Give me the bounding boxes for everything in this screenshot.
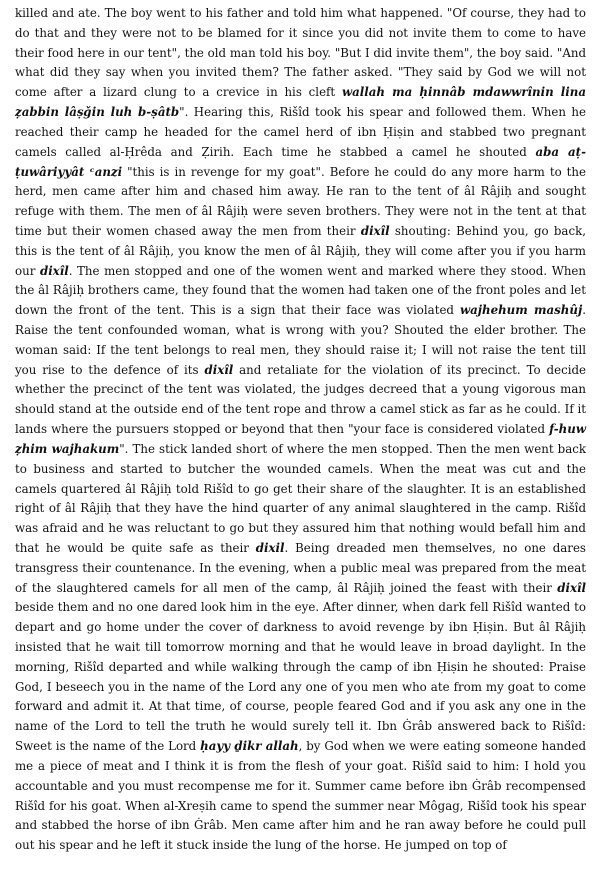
transliteration: dixîl	[360, 223, 390, 238]
text-segment: ". The stick landed short of where the men stopped. Then the men went back to business and started to butcher the wounded camels. When the meat was cut and the camels quartered âl Râjiḥ told Rišîd to go get their share of the slaughter. It is an established right of âl Râjiḥ that they have the hind quarter of any animal slaughtered in the camp. Rišîd was afraid and he was reluctant to go but they assured him that nothing would befall him and that he would be quite safe as their	[15, 441, 587, 555]
transliteration: ḥayy ḏikr allah	[200, 739, 299, 754]
text-segment: shouting: Behind you, go back, this is the tent of âl Râjiḥ, you know the men of âl Râjiḥ, they will come after you if you harm our	[15, 223, 586, 278]
body-paragraph	[15, 4, 586, 856]
transliteration: f-huw ẓhim wajhakum	[15, 422, 586, 456]
text-segment: , by God when we were eating someone handed me a piece of meat and I think it is from the flesh of your goat. Rišîd said to him: I hold you accountable and you must recompense me for it. Summer came before ibn Ġrâb recompensed Rišîd for his goat. When al-Xreṣih came to spend the summer near Môgag, Rišîd took his spear and stabbed the horse of ibn Ġrâb. Men came after him and he ran away before he could pull out his spear and he left it stuck inside the lung of the horse. He jumped on top of	[15, 739, 586, 853]
transliteration: dixîl	[557, 580, 586, 595]
text-segment: "this is in revenge for my goat". Before he could do any more harm to the herd, men came after him and chased him away. He ran to the tent of âl Râjiḥ and sought refuge with them. The men of âl Râjiḥ were seven brothers. They were not in the tent at that time but their women chased away the men from their	[15, 164, 586, 238]
transliteration: dixil	[255, 540, 285, 555]
text-segment: . The men stopped and one of the women went and marked where they stood. When the âl Râjiḥ brothers came, they found that the women had taken one of the front poles and let down the front of the tent. This is a sign that their face was violated	[15, 263, 586, 318]
transliteration: wajhehum mashûj	[459, 303, 583, 318]
transliteration: dixîl	[204, 362, 234, 377]
text-segment: ". Hearing this, Rišîd took his spear and followed them. When he reached their camp he headed for the camel herd of ibn Ḥiṣin and stabbed two pregnant camels called al-Ḥrêda and Ẓirih. Each time he stabbed a camel he shouted	[15, 105, 586, 159]
text-segment: . Raise the tent confounded woman, what is wrong with you? Shouted the elder brother. The woman said: If the tent belongs to real men, they should raise it; I will not raise the tent till you rise to the defence of its	[15, 303, 586, 377]
transliteration: dixîl	[39, 263, 69, 278]
transliteration: wallah ma ḥinnâb mdawwrînin lina ẓabbin lâṣǧin luh b-ṣâtb	[15, 85, 586, 120]
document-page	[15, 4, 586, 856]
text-segment: beside them and no one dared look him in the eye. After dinner, when dark fell Rišîd wanted to depart and go home under the cover of darkness to avoid revenge by ibn Ḥiṣin. But âl Râjiḥ insisted that he wait till tomorrow morning and that he would leave in broad daylight. In the morning, Rišîd departed and while walking through the camp of ibn Ḥiṣin he shouted: Praise God, I beseech you in the name of the Lord any one of you men who ate from my goat to come forward and admit it. At that time, of course, people feared God and if you ask any one in the name of the Lord to tell the truth he would surely tell it. Ibn Ġrâb answered back to Rišîd: Sweet is the name of the Lord	[15, 600, 586, 754]
text-segment: and retaliate for the violation of its precinct. To decide whether the precinct of the tent was violated, the judges decreed that a young vigorous man should stand at the outside end of the tent rope and throw a camel stick as far as he could. If it lands where the pursuers stopped or beyond that then "your face is considered violated	[15, 362, 587, 437]
text-segment: killed and ate. The boy went to his father and told him what happened. "Of course, they had to do that and they were not to be blamed for it since you did not invite them to come to have their food here in our tent", the old man told his boy. "But I did invite them", the boy said. "And what did they say when you invited them? The father asked. "They said by God we will not come after a lizard clung to a crevice in his cleft	[15, 6, 586, 100]
text-segment: . Being dreaded men themselves, no one dares transgress their countenance. In the evening, when a public meal was prepared from the meat of the slaughtered camels for all men of the camp, âl Râjiḥ joined the feast with their	[15, 540, 586, 595]
transliteration: aba aṭ-ṭuwâriyyât ᶜanzi	[15, 144, 586, 179]
